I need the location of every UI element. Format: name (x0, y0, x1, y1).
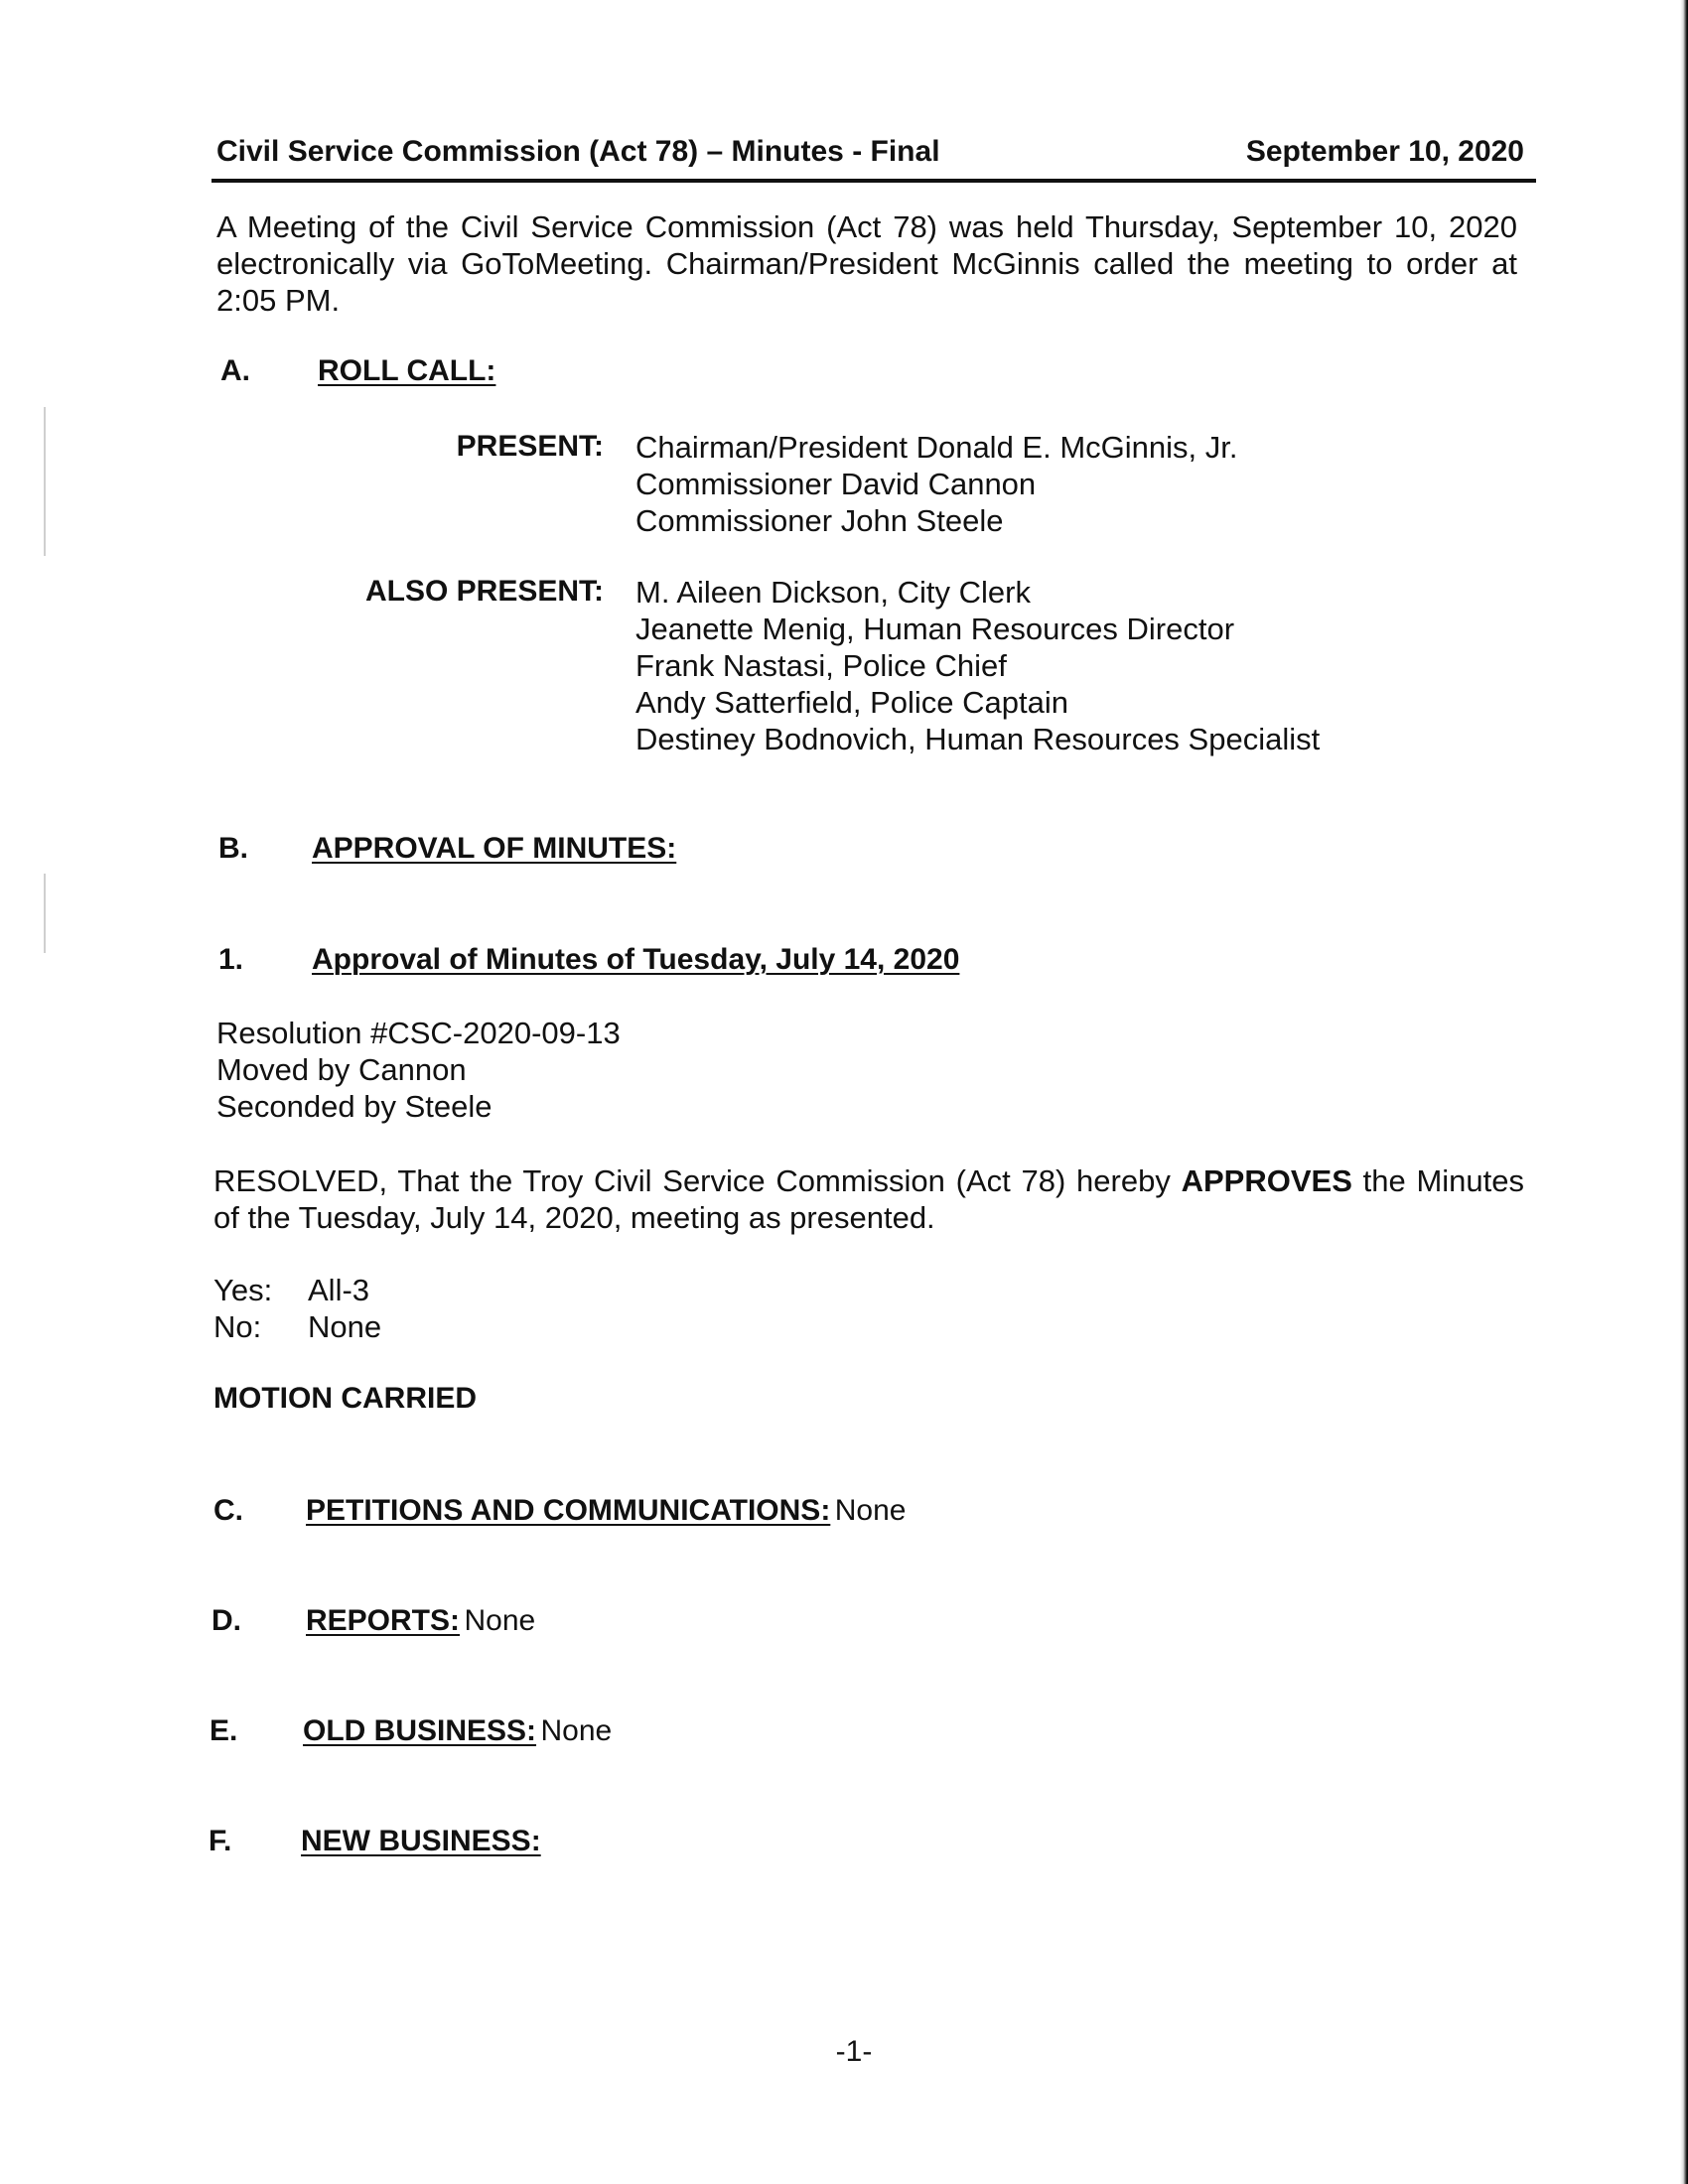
also-present-member: Destiney Bodnovich, Human Resources Specialist (635, 722, 1321, 756)
section-d-letter: D. (211, 1604, 241, 1637)
section-f-letter: F. (209, 1825, 232, 1857)
section-e-title: OLD BUSINESS: (303, 1714, 537, 1747)
motion-carried: MOTION CARRIED (213, 1382, 477, 1415)
present-member: Commissioner David Cannon (635, 467, 1037, 501)
present-member: Chairman/President Donald E. McGinnis, Jr. (635, 430, 1238, 465)
section-c-value: None (834, 1494, 907, 1527)
section-c-letter: C. (213, 1494, 243, 1527)
scan-edge-shadow (1680, 0, 1688, 2184)
resolution-number: Resolution #CSC-2020-09-13 (216, 1016, 621, 1050)
item-1-title: Approval of Minutes of Tuesday, July 14, 2020 (312, 943, 960, 976)
item-1-number: 1. (218, 943, 244, 976)
section-c-title: PETITIONS AND COMMUNICATIONS: (306, 1494, 831, 1527)
present-member: Commissioner John Steele (635, 503, 1004, 538)
resolved-text-end: the Minutes of the Tuesday, July 14, 2020, meeting as presented. (213, 1163, 1525, 1235)
section-d-line (306, 1604, 535, 1638)
resolved-approves: APPROVES (1181, 1163, 1352, 1198)
section-e-line (303, 1714, 612, 1748)
also-present-member: Andy Satterfield, Police Captain (635, 685, 1068, 720)
section-d-value: None (464, 1604, 536, 1637)
section-e-letter: E. (210, 1714, 238, 1747)
present-label: PRESENT: (456, 430, 604, 463)
section-a-letter: A. (220, 354, 250, 387)
vote-no-value: None (308, 1309, 382, 1344)
scan-artifact-line (44, 874, 46, 953)
also-present-list (635, 574, 1320, 757)
intro-paragraph: A Meeting of the Civil Service Commission (Act 78) was held Thursday, September 10, 2020 electronically via GoToMeeting. Chairman/President McGinnis called the meeting to order at 2:05 PM. (216, 209, 1517, 318)
header-rule (211, 179, 1536, 183)
section-c-line (306, 1494, 906, 1528)
present-list (635, 429, 1237, 539)
moved-by: Moved by Cannon (216, 1052, 467, 1087)
vote-yes-label: Yes: (213, 1273, 273, 1307)
section-b-title: APPROVAL OF MINUTES: (312, 832, 677, 865)
also-present-label: ALSO PRESENT: (364, 575, 604, 608)
section-a-title: ROLL CALL: (318, 354, 496, 387)
section-d-title: REPORTS: (306, 1604, 461, 1637)
resolved-text-start: RESOLVED, That the Troy Civil Service Commission (Act 78) hereby (213, 1163, 1182, 1198)
seconded-by: Seconded by Steele (216, 1089, 492, 1124)
also-present-member: M. Aileen Dickson, City Clerk (635, 575, 1031, 610)
also-present-member: Frank Nastasi, Police Chief (635, 648, 1007, 683)
page-number: -1- (835, 2035, 873, 2068)
also-present-member: Jeanette Menig, Human Resources Director (635, 612, 1235, 646)
header-date: September 10, 2020 (1245, 135, 1524, 168)
vote-yes-value: All-3 (308, 1273, 370, 1307)
section-f-title: NEW BUSINESS: (301, 1825, 541, 1857)
scan-artifact-line (44, 407, 46, 556)
vote-no-label: No: (213, 1309, 262, 1344)
section-e-value: None (540, 1714, 613, 1747)
section-b-letter: B. (218, 832, 248, 865)
header-title: Civil Service Commission (Act 78) – Minutes - Final (216, 135, 940, 168)
resolved-paragraph (213, 1162, 1524, 1236)
